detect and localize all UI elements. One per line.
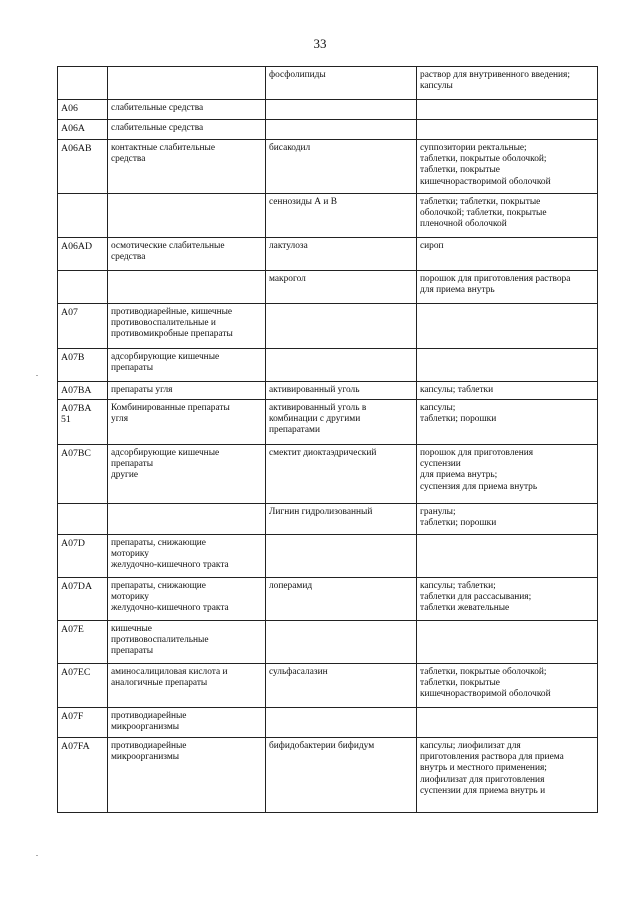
table-row — [58, 400, 598, 445]
cell-code: A06AB — [58, 140, 108, 194]
cell-form: сироп — [417, 238, 598, 271]
cell-code — [58, 271, 108, 304]
cell-form — [417, 621, 598, 664]
cell-form — [417, 100, 598, 120]
table-row — [58, 535, 598, 578]
table-row — [58, 67, 598, 100]
table-row — [58, 621, 598, 664]
cell-name: Лигнин гидролизованный — [266, 504, 417, 535]
scan-speck — [36, 855, 38, 856]
cell-form: гранулы; таблетки; порошки — [417, 504, 598, 535]
cell-form — [417, 535, 598, 578]
cell-code: A07BC — [58, 445, 108, 504]
cell-group: препараты, снижающие моторику желудочно-кишечного тракта — [108, 535, 266, 578]
cell-group: адсорбирующие кишечные препараты другие — [108, 445, 266, 504]
cell-group: Комбинированные препараты угля — [108, 400, 266, 445]
cell-group — [108, 504, 266, 535]
table-row — [58, 100, 598, 120]
cell-code: A07BA — [58, 382, 108, 400]
cell-group: аминосалициловая кислота и аналогичные препараты — [108, 664, 266, 708]
cell-group: кишечные противовоспалительные препараты — [108, 621, 266, 664]
cell-code: A07E — [58, 621, 108, 664]
page-number: 33 — [313, 36, 327, 51]
cell-group: слабительные средства — [108, 100, 266, 120]
cell-code: A07F — [58, 708, 108, 738]
table-row — [58, 708, 598, 738]
cell-group: адсорбирующие кишечные препараты — [108, 349, 266, 382]
cell-name — [266, 708, 417, 738]
cell-group: препараты, снижающие моторику желудочно-кишечного тракта — [108, 578, 266, 621]
cell-group: противодиарейные микроорганизмы — [108, 738, 266, 813]
cell-group — [108, 194, 266, 238]
cell-group: осмотические слабительные средства — [108, 238, 266, 271]
cell-code: A06 — [58, 100, 108, 120]
cell-form: порошок для приготовления суспензии для приема внутрь; суспензия для приема внутрь — [417, 445, 598, 504]
cell-form: капсулы; таблетки; порошки — [417, 400, 598, 445]
cell-code: A07DA — [58, 578, 108, 621]
cell-form: капсулы; таблетки — [417, 382, 598, 400]
cell-code — [58, 194, 108, 238]
cell-name: макрогол — [266, 271, 417, 304]
cell-name — [266, 304, 417, 349]
cell-form: таблетки; таблетки, покрытые оболочкой; таблетки, покрытые пленочной оболочкой — [417, 194, 598, 238]
cell-name: активированный уголь в комбинации с другими препаратами — [266, 400, 417, 445]
cell-name — [266, 100, 417, 120]
cell-name — [266, 621, 417, 664]
cell-group: контактные слабительные средства — [108, 140, 266, 194]
cell-form: раствор для внутривенного введения; капсулы — [417, 67, 598, 100]
cell-group: препараты угля — [108, 382, 266, 400]
cell-group — [108, 271, 266, 304]
cell-form — [417, 304, 598, 349]
table-row — [58, 238, 598, 271]
cell-code — [58, 67, 108, 100]
cell-code: A07FA — [58, 738, 108, 813]
cell-name — [266, 120, 417, 140]
cell-code: A07D — [58, 535, 108, 578]
drug-classification-table — [57, 66, 598, 813]
cell-form — [417, 120, 598, 140]
table-row — [58, 445, 598, 504]
cell-form: порошок для приготовления раствора для приема внутрь — [417, 271, 598, 304]
table-row — [58, 120, 598, 140]
cell-form: капсулы; лиофилизат для приготовления раствора для приема внутрь и местного применения; лиофилизат для приготовления суспензии для приема внутрь и — [417, 738, 598, 813]
cell-name — [266, 535, 417, 578]
cell-name: лоперамид — [266, 578, 417, 621]
cell-name: фосфолипиды — [266, 67, 417, 100]
cell-form — [417, 349, 598, 382]
table-row — [58, 504, 598, 535]
table-row — [58, 738, 598, 813]
table-body — [58, 67, 598, 813]
table-row — [58, 271, 598, 304]
table-row — [58, 140, 598, 194]
cell-name: бисакодил — [266, 140, 417, 194]
cell-name: сульфасалазин — [266, 664, 417, 708]
cell-name: сеннозиды А и В — [266, 194, 417, 238]
cell-code: A06A — [58, 120, 108, 140]
cell-name — [266, 349, 417, 382]
cell-form: капсулы; таблетки; таблетки для рассасывания; таблетки жевательные — [417, 578, 598, 621]
table-row — [58, 382, 598, 400]
cell-group: противодиарейные, кишечные противовоспалительные и противомикробные препараты — [108, 304, 266, 349]
cell-code: A07 — [58, 304, 108, 349]
table-row — [58, 304, 598, 349]
cell-code — [58, 504, 108, 535]
table-row — [58, 578, 598, 621]
cell-form: суппозитории ректальные; таблетки, покрытые оболочкой; таблетки, покрытые кишечнорастворимой оболочкой — [417, 140, 598, 194]
cell-group: противодиарейные микроорганизмы — [108, 708, 266, 738]
cell-form: таблетки, покрытые оболочкой; таблетки, покрытые кишечнорастворимой оболочкой — [417, 664, 598, 708]
cell-code: A07EC — [58, 664, 108, 708]
cell-code: A07BA 51 — [58, 400, 108, 445]
cell-name: смектит диоктаэдрический — [266, 445, 417, 504]
cell-group: слабительные средства — [108, 120, 266, 140]
cell-name: активированный уголь — [266, 382, 417, 400]
table-row — [58, 194, 598, 238]
cell-name: бифидобактерии бифидум — [266, 738, 417, 813]
cell-name: лактулоза — [266, 238, 417, 271]
table-row — [58, 664, 598, 708]
cell-form — [417, 708, 598, 738]
cell-code: A06AD — [58, 238, 108, 271]
table-row — [58, 349, 598, 382]
cell-code: A07B — [58, 349, 108, 382]
cell-group — [108, 67, 266, 100]
scan-speck — [36, 375, 38, 376]
